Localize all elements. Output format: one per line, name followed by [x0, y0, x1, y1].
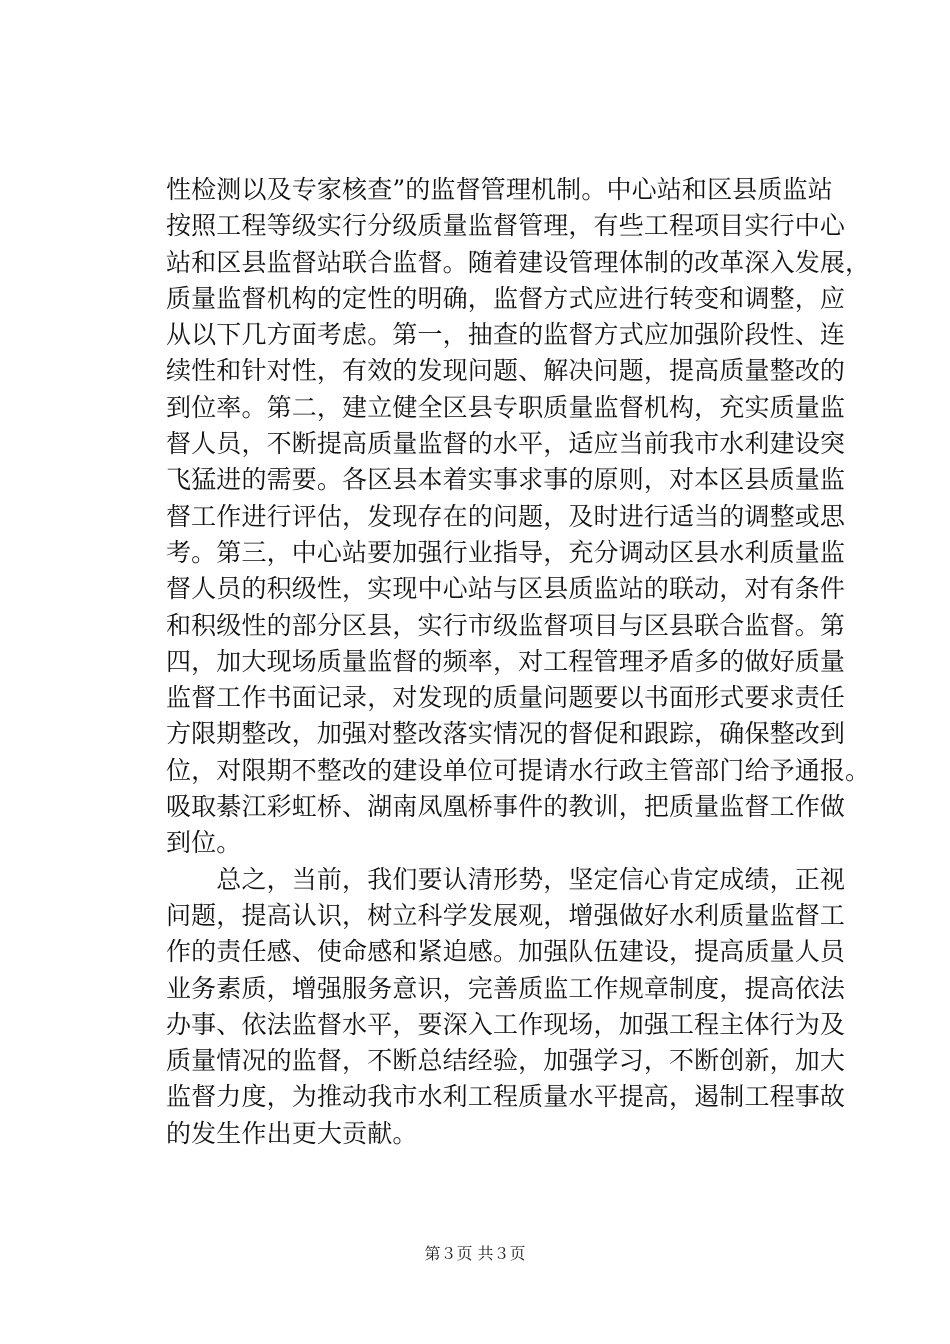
text-line: 吸取綦江彩虹桥、湖南凤凰桥事件的教训，把质量监督工作做 [166, 792, 846, 822]
text-line: 到位。 [166, 828, 242, 858]
text-line: 监督力度，为推动我市水利工程质量水平提高，遏制工程事故 [166, 1082, 846, 1112]
text-line: 质量监督机构的定性的明确，监督方式应进行转变和调整，应 [166, 283, 846, 313]
text-line: 到位率。第二，建立健全区县专职质量监督机构，充实质量监 [166, 392, 846, 422]
body-text [166, 172, 871, 1152]
text-line: 方限期整改，加强对整改落实情况的督促和跟踪，确保整改到 [166, 719, 846, 749]
text-line: 从以下几方面考虑。第一，抽查的监督方式应加强阶段性、连 [166, 320, 846, 350]
text-line: 四，加大现场质量监督的频率，对工程管理矛盾多的做好质量 [166, 646, 846, 676]
text-line: 位，对限期不整改的建设单位可提请水行政主管部门给予通报。 [166, 755, 871, 785]
text-line: 飞猛进的需要。各区县本着实事求事的原则，对本区县质量监 [166, 465, 846, 495]
text-line: 业务素质，增强服务意识，完善质监工作规章制度，提高依法 [166, 973, 846, 1003]
text-line: 督人员，不断提高质量监督的水平，适应当前我市水利建设突 [166, 429, 846, 459]
text-line: 督人员的积级性，实现中心站与区县质监站的联动，对有条件 [166, 574, 846, 604]
text-line: 按照工程等级实行分级质量监督管理，有些工程项目实行中心 [166, 211, 846, 241]
text-line: 续性和针对性，有效的发现问题、解决问题，提高质量整改的 [166, 356, 846, 386]
text-line: 考。第三，中心站要加强行业指导，充分调动区县水利质量监 [166, 537, 846, 567]
text-line: 站和区县监督站联合监督。随着建设管理体制的改革深入发展， [166, 247, 871, 277]
text-line: 质量情况的监督，不断总结经验，加强学习，不断创新，加大 [166, 1046, 846, 1076]
text-line: 和积级性的部分区县，实行市级监督项目与区县联合监督。第 [166, 610, 846, 640]
text-line: 总之，当前，我们要认清形势，坚定信心肯定成绩，正视 [166, 864, 846, 894]
text-line: 问题，提高认识，树立科学发展观，增强做好水利质量监督工 [166, 900, 846, 930]
page-footer [0, 1244, 950, 1264]
text-line: 的发生作出更大贡献。 [166, 1118, 418, 1148]
text-line: 办事、依法监督水平，要深入工作现场，加强工程主体行为及 [166, 1009, 846, 1039]
text-line: 作的责任感、使命感和紧迫感。加强队伍建设，提高质量人员 [166, 937, 846, 967]
page-number-label: 第３页 共３页 [424, 1244, 526, 1263]
text-line: 督工作进行评估，发现存在的问题，及时进行适当的调整或思 [166, 501, 846, 531]
text-line: 性检测以及专家核查”的监督管理机制。中心站和区县质监站 [166, 175, 833, 204]
text-line: 监督工作书面记录，对发现的质量问题要以书面形式要求责任 [166, 683, 846, 713]
